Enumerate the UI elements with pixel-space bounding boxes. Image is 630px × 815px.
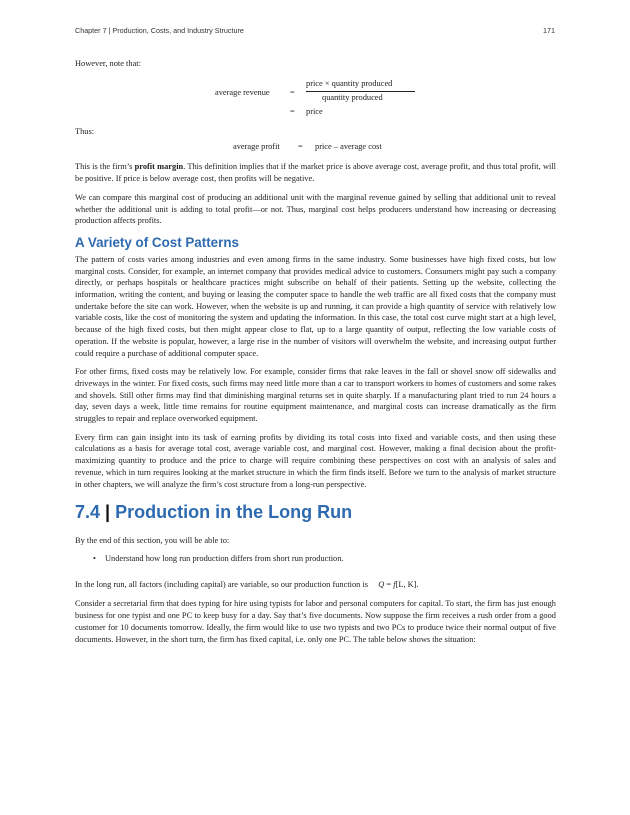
eq1-equals: = <box>290 87 295 97</box>
objectives-intro: By the end of this section, you will be able to: <box>75 536 230 546</box>
objective-item: • Understand how long run production differs from short run production. <box>105 553 556 565</box>
page-content <box>75 58 556 645</box>
paragraph-other-firms: For other firms, fixed costs may be relatively low. For example, consider firms that rake leaves in the fall or shovel snow off sidewalks and driveways in the winter. For fixed costs, such firms may need little more than a car to transport workers to homes of customers and some rakes and shovels. Still other firms may find that diminishing marginal returns set in quite sharply. If a manufacturing plant tried to run 24 hours a day, seven days a week, little time remains for routine equipment maintenance, and marginal costs can increase dramatically as the firm struggles to repair and replace overworked equipment. <box>75 367 556 424</box>
eq1-result: price <box>306 106 323 116</box>
formula-f: f <box>393 579 396 589</box>
equation-average-revenue <box>75 76 556 114</box>
long-run-text: In the long run, all factors (including capital) are variable, so our production function is <box>75 579 369 589</box>
eq2-equals: = <box>298 142 303 152</box>
running-header: Chapter 7 | Production, Costs, and Industry Structure <box>75 26 244 35</box>
formula-args: [L, K] <box>395 579 417 589</box>
profit-margin-pre: This is the firm’s <box>75 162 135 172</box>
eq1-lhs: average revenue <box>215 87 270 97</box>
eq2-lhs: average profit <box>233 142 280 152</box>
profit-margin-term: profit margin <box>134 162 184 172</box>
page-header <box>75 26 555 38</box>
formula-equals: = <box>384 579 394 589</box>
paragraph-marginal-cost: We can compare this marginal cost of producing an additional unit with the marginal revenue gained by selling that additional unit to reveal whether the additional unit is adding to total profit—or not. Thus, marginal cost helps producers understand how increasing or decreasing production affects profits. <box>75 192 556 226</box>
paragraph-every-firm: Every firm can gain insight into its task of earning profits by dividing its total costs into fixed and variable costs, and then using these calculations as a basis for average total cost, average variable cost, and marginal cost. However, making a final decision about the profit-maximizing quantity to produce and the price to charge will require combining these perspectives on cost with an analysis of sales and revenue, which in turn requires looking at the market structure in which the firm finds itself. Before we turn to the analysis of market structure in other chapters, we will analyze the firm’s cost structure from a long-run perspective. <box>75 432 556 489</box>
intro-text: However, note that: <box>75 59 141 68</box>
objectives-list <box>75 553 556 565</box>
equation-average-profit <box>75 142 556 156</box>
section-heading-cost-patterns: A Variety of Cost Patterns <box>75 234 239 250</box>
eq1-numerator: price × quantity produced <box>306 78 393 88</box>
eq2-rhs: price – average cost <box>315 142 382 152</box>
paragraph-profit-margin <box>75 161 556 184</box>
section-title: Production in the Long Run <box>115 502 353 523</box>
thus-text: Thus: <box>75 126 95 136</box>
formula-end: . <box>416 579 419 589</box>
formula-q: Q <box>378 579 385 589</box>
eq1-fraction-bar <box>306 91 415 92</box>
paragraph-cost-patterns: The pattern of costs varies among industries and even among firms in the same industry. Some businesses have high fixed costs, but low marginal costs. Consider, for example, an internet company that provides medical advice to customers. Consumers might pay such a company directly, or perhaps hospitals or healthcare practices might subscribe on behalf of their patients. Setting up the website, collecting the information, writing the content, and buying or leasing the computer space to handle the web traffic are all fixed costs that the company must undertake before the site can work. However, when the website is up and running, it can provide a high quantity of service with relatively low variable costs, like the cost of monitoring the system and updating the information. In this case, the total cost curve might start at a high level, because of the high fixed costs, but then might appear close to flat, up to a large quantity of output, reflecting the low variable costs of operation. If the website is popular, however, a large rise in the number of visitors will overwhelm the website, and increasing output further could require a purchase of additional computer space. <box>75 254 556 358</box>
section-number: 7.4 <box>75 502 101 523</box>
section-divider: | <box>105 502 111 523</box>
paragraph-secretarial: Consider a secretarial firm that does typing for hire using typists for labor and personal computers for capital. To start, the firm has just enough business for one typist and one PC to keep busy for a day. Say that’s five documents. Now suppose the firm receives a rush order from a good customer for 10 documents tomorrow. Ideally, the firm would like to use two typists and two PCs to produce twice their normal output of five documents. However, in the short turn, the firm has fixed capital, i.e. only one PC. The table below shows the situation: <box>75 599 556 644</box>
paragraph-long-run <box>75 579 556 591</box>
profit-margin-post: . This definition implies that if the market price is above average cost, average profit, and thus total profit, will be positive. If price is below average cost, then profits will be negative. <box>75 162 556 184</box>
eq1-equals-2: = <box>290 106 295 116</box>
chapter-section-heading <box>75 501 556 523</box>
eq1-denominator: quantity produced <box>322 92 383 102</box>
page-number: 171 <box>543 26 555 35</box>
